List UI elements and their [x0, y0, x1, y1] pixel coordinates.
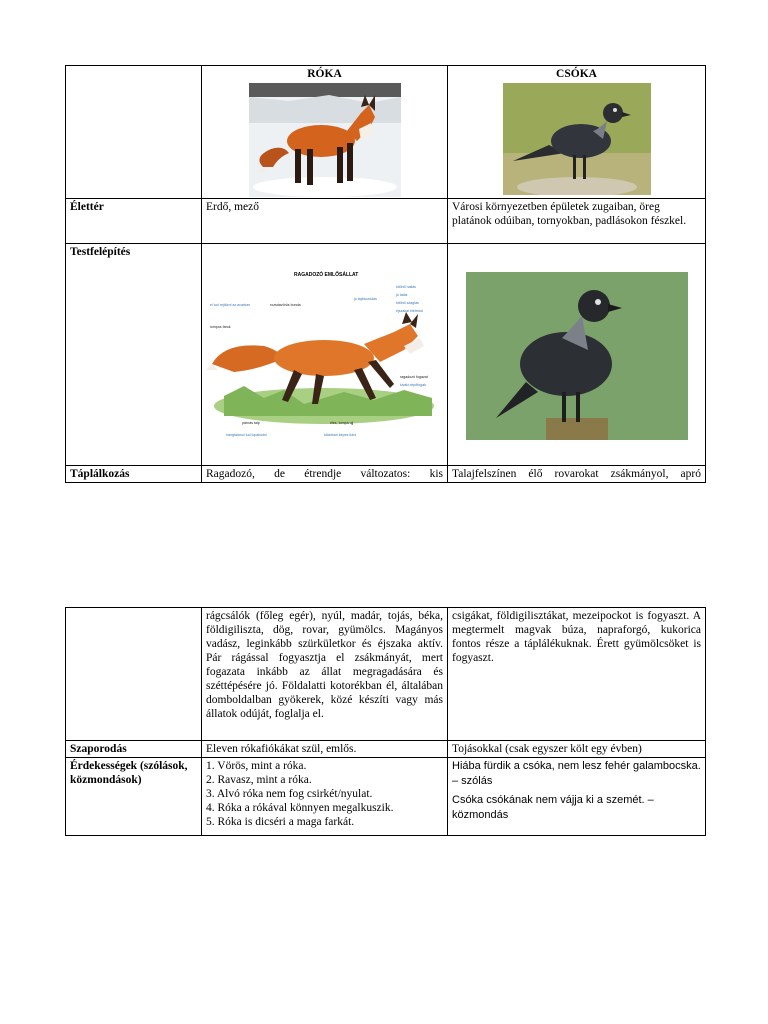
row-label-interesting: Érdekességek (szólások, közmondások) [66, 758, 202, 836]
fox-saying-2: 2. Ravasz, mint a róka. [206, 774, 312, 786]
label-talp: párnás talp [242, 421, 260, 425]
row-label-reproduction: Szaporodás [66, 741, 202, 758]
fox-saying-5: 5. Róka is dicséri a maga farkát. [206, 816, 355, 828]
row-label-feeding: Táplálkozás [66, 466, 202, 483]
jackdaw-body-photo [466, 272, 688, 440]
label-rejtozes: el tud rejtőzni az avarban [210, 303, 251, 307]
fox-saying-4: 4. Róka a rókával könnyen megalkuszik. [206, 802, 394, 814]
label-bunda: rozsdavörös bunda [270, 303, 301, 307]
label-szaglas: kitűnő szaglás [396, 301, 419, 305]
fox-photo [249, 83, 401, 197]
jackdaw-column-title: CSÓKA [556, 68, 597, 80]
fox-reproduction: Eleven rókafiókákat szül, emlős. [202, 741, 448, 758]
jackdaw-feeding-start: Talajfelszínen élő rovarokat zsákmányol, apró [448, 466, 706, 483]
jackdaw-saying-2: Csóka csókának nem vájja ki a szemét. – közmondás [452, 794, 654, 821]
jackdaw-sayings [448, 758, 706, 836]
row-label-body: Testfelépítés [66, 244, 202, 466]
fox-feeding-cont: rágcsálók (főleg egér), nyúl, madár, tojás, béka, földigiliszta, dög, rovar, gyümölcs. Magányos vadász, leginkább szürkületkor és éjszaka aktív. Pár rágással fogyasztja el zsákmányát, mert fogazata inkább az állat megragadására és széttépésére jó. Földalatti kotorékban él, általában domboldalban gyökerek, közé készíti vagy más állatok odúját, foglalja el. [202, 608, 448, 741]
jackdaw-body-cell [448, 244, 706, 466]
jackdaw-saying-1: Hiába fürdik a csóka, nem lesz fehér galambocska. – szólás [452, 760, 701, 787]
label-ejszakai: éjszakai életmód [396, 309, 423, 313]
label-latas: jó látás [396, 293, 408, 297]
row-label-habitat: Élettér [66, 199, 202, 244]
comparison-table-part-2 [65, 607, 706, 836]
diagram-title: RAGADOZÓ EMLŐSÁLLAT [294, 272, 359, 278]
label-lopakodas: hangtalanul tud lopakodni [226, 433, 267, 437]
fox-anatomy-diagram [204, 266, 444, 458]
fox-sayings [202, 758, 448, 836]
label-ujj: éles, tompa ujj [330, 421, 354, 425]
label-fogazat: ragadozó fogazat [400, 375, 428, 379]
fox-feeding-start: Ragadozó, de étrendje változatos: kis [202, 466, 448, 483]
label-tajekozodas: jó tájékozódás [354, 297, 377, 301]
feeding-cont-empty-cell [66, 608, 202, 741]
label-hallas: kitűnő hallás [396, 285, 416, 289]
fox-habitat: Erdő, mező [202, 199, 448, 244]
jackdaw-habitat: Városi környezetben épületek zugaiban, öreg platánok odúiban, tornyokban, padlásokon fészkel. [448, 199, 706, 244]
jackdaw-photo [503, 83, 651, 195]
fox-header-cell [202, 66, 448, 199]
label-tepofogak: kiváló tépőfogak [400, 383, 426, 387]
jackdaw-reproduction: Tojásokkal (csak egyszer költ egy évben) [448, 741, 706, 758]
jackdaw-feeding-cont: csigákat, földigilisztákat, mezeipockot is fogyaszt. A megtermelt magvak búza, napraforgó, kukorica fontos része a táplálékuknak. Érett gyümölcsöket is fogyaszt. [448, 608, 706, 741]
fox-saying-3: 3. Alvó róka nem fog csirkét/nyulat. [206, 788, 373, 800]
fox-body-cell [202, 244, 448, 466]
label-futas: kitartóan képes futni [324, 433, 357, 437]
label-farok: lompos farok [210, 325, 231, 329]
header-empty-cell [66, 66, 202, 199]
fox-saying-1: 1. Vörös, mint a róka. [206, 760, 307, 772]
fox-column-title: RÓKA [307, 68, 342, 80]
jackdaw-header-cell [448, 66, 706, 199]
comparison-table-part-1 [65, 65, 706, 483]
